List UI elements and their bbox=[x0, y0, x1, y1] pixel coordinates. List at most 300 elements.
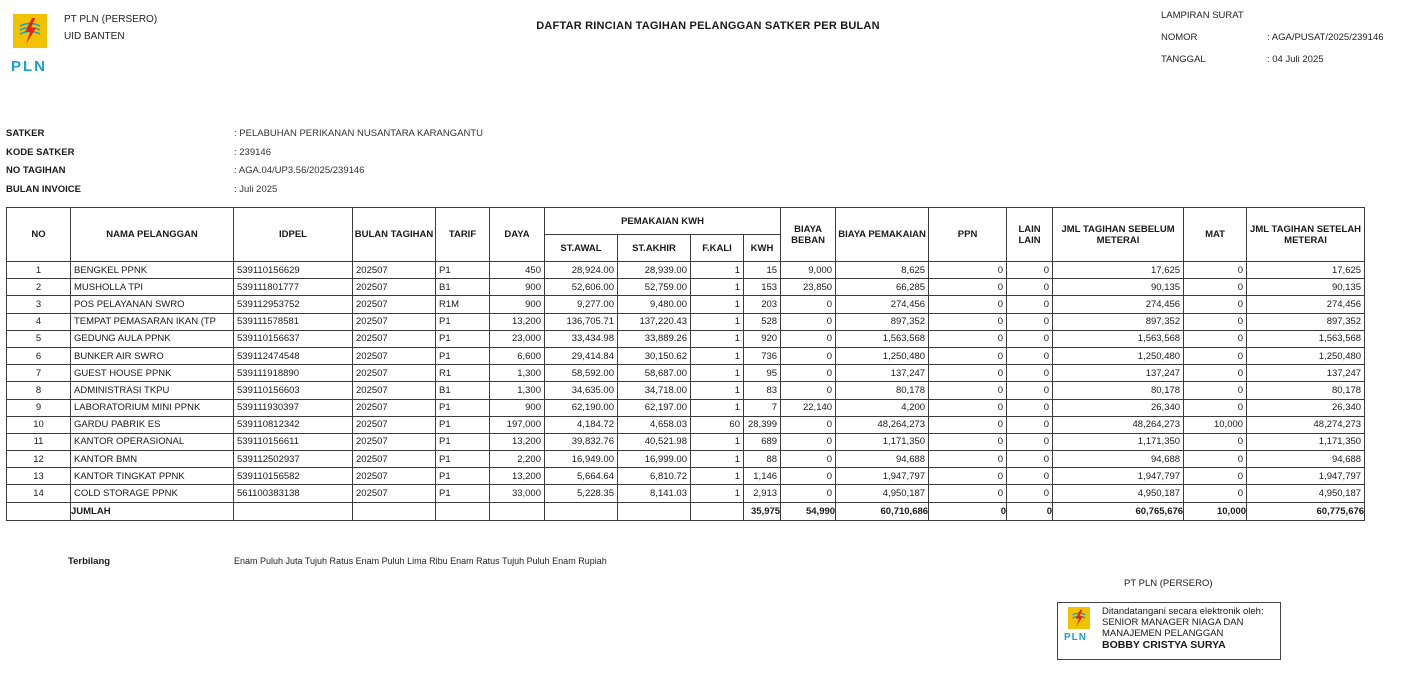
cell-jml-sebelum: 1,171,350 bbox=[1053, 433, 1184, 450]
logo-text: PLN bbox=[1064, 632, 1087, 643]
cell-kwh: 2,913 bbox=[744, 485, 781, 502]
cell-jml-sebelum: 897,352 bbox=[1053, 313, 1184, 330]
header-no: NO bbox=[7, 208, 71, 262]
cell-biaya-beban: 0 bbox=[781, 468, 836, 485]
cell-bulan: 202507 bbox=[353, 416, 436, 433]
cell-st-awal: 4,184.72 bbox=[545, 416, 618, 433]
table-row bbox=[7, 433, 1365, 450]
cell-kwh: 528 bbox=[744, 313, 781, 330]
cell-f-kali: 1 bbox=[691, 468, 744, 485]
cell-st-akhir: 33,889.26 bbox=[618, 330, 691, 347]
terbilang-text: Enam Puluh Juta Tujuh Ratus Enam Puluh Lima Ribu Enam Ratus Tujuh Puluh Enam Rupiah bbox=[234, 556, 607, 566]
cell-st-akhir: 58,687.00 bbox=[618, 365, 691, 382]
cell-lain: 0 bbox=[1007, 296, 1053, 313]
cell-biaya-beban: 0 bbox=[781, 485, 836, 502]
header-idpel: IDPEL bbox=[234, 208, 353, 262]
cell-bulan: 202507 bbox=[353, 347, 436, 364]
cell-no: 13 bbox=[7, 468, 71, 485]
table-row bbox=[7, 347, 1365, 364]
cell-jml-setelah: 274,456 bbox=[1247, 296, 1365, 313]
cell-biaya-pemakaian: 66,285 bbox=[836, 279, 929, 296]
cell-idpel: 539110156629 bbox=[234, 262, 353, 279]
cell-no: 4 bbox=[7, 313, 71, 330]
cell-tarif: P1 bbox=[436, 399, 490, 416]
cell-idpel: 539111930397 bbox=[234, 399, 353, 416]
cell-mat: 0 bbox=[1184, 468, 1247, 485]
cell-biaya-beban: 0 bbox=[781, 347, 836, 364]
org-name: PT PLN (PERSERO) bbox=[64, 14, 158, 25]
cell-st-awal: 62,190.00 bbox=[545, 399, 618, 416]
total-cell bbox=[545, 502, 618, 520]
cell-st-awal: 5,664.64 bbox=[545, 468, 618, 485]
cell-mat: 0 bbox=[1184, 262, 1247, 279]
info-label: NO TAGIHAN bbox=[6, 165, 66, 176]
cell-st-awal: 34,635.00 bbox=[545, 382, 618, 399]
cell-lain: 0 bbox=[1007, 279, 1053, 296]
cell-mat: 0 bbox=[1184, 485, 1247, 502]
cell-f-kali: 1 bbox=[691, 347, 744, 364]
info-row-satker bbox=[6, 125, 483, 144]
table-row bbox=[7, 262, 1365, 279]
cell-no: 11 bbox=[7, 433, 71, 450]
cell-jml-setelah: 26,340 bbox=[1247, 399, 1365, 416]
cell-nama: KANTOR OPERASIONAL bbox=[71, 433, 234, 450]
cell-ppn: 0 bbox=[929, 296, 1007, 313]
signature-line: SENIOR MANAGER NIAGA DAN bbox=[1102, 617, 1244, 628]
header-st-akhir: ST.AKHIR bbox=[618, 235, 691, 262]
lightning-icon bbox=[1068, 607, 1090, 629]
cell-kwh: 920 bbox=[744, 330, 781, 347]
cell-mat: 0 bbox=[1184, 330, 1247, 347]
cell-daya: 1,300 bbox=[490, 365, 545, 382]
signer-name: BOBBY CRISTYA SURYA bbox=[1102, 639, 1226, 651]
cell-daya: 450 bbox=[490, 262, 545, 279]
total-kwh: 35,975 bbox=[744, 502, 781, 520]
signature-line: Ditandatangani secara elektronik oleh: bbox=[1102, 606, 1264, 617]
cell-mat: 0 bbox=[1184, 279, 1247, 296]
cell-lain: 0 bbox=[1007, 451, 1053, 468]
cell-f-kali: 1 bbox=[691, 485, 744, 502]
total-cell bbox=[691, 502, 744, 520]
cell-st-awal: 29,414.84 bbox=[545, 347, 618, 364]
table-row bbox=[7, 296, 1365, 313]
cell-mat: 0 bbox=[1184, 382, 1247, 399]
header-biaya-beban: BIAYA BEBAN bbox=[781, 208, 836, 262]
nomor-label: NOMOR bbox=[1161, 32, 1198, 43]
cell-st-akhir: 34,718.00 bbox=[618, 382, 691, 399]
cell-kwh: 736 bbox=[744, 347, 781, 364]
cell-bulan: 202507 bbox=[353, 262, 436, 279]
cell-tarif: B1 bbox=[436, 382, 490, 399]
cell-biaya-pemakaian: 48,264,273 bbox=[836, 416, 929, 433]
cell-st-akhir: 9,480.00 bbox=[618, 296, 691, 313]
billing-table bbox=[6, 207, 1365, 521]
cell-daya: 197,000 bbox=[490, 416, 545, 433]
cell-lain: 0 bbox=[1007, 330, 1053, 347]
cell-no: 6 bbox=[7, 347, 71, 364]
cell-nama: BUNKER AIR SWRO bbox=[71, 347, 234, 364]
cell-jml-sebelum: 1,250,480 bbox=[1053, 347, 1184, 364]
cell-biaya-pemakaian: 4,200 bbox=[836, 399, 929, 416]
cell-jml-setelah: 17,625 bbox=[1247, 262, 1365, 279]
table-row bbox=[7, 399, 1365, 416]
cell-jml-sebelum: 1,563,568 bbox=[1053, 330, 1184, 347]
cell-f-kali: 1 bbox=[691, 433, 744, 450]
cell-no: 9 bbox=[7, 399, 71, 416]
header-jml-sebelum-meterai: JML TAGIHAN SEBELUM METERAI bbox=[1053, 208, 1184, 262]
cell-st-awal: 33,434.98 bbox=[545, 330, 618, 347]
document-title: DAFTAR RINCIAN TAGIHAN PELANGGAN SATKER PER BULAN bbox=[536, 20, 880, 32]
e-signature-box bbox=[1057, 602, 1281, 660]
cell-nama: LABORATORIUM MINI PPNK bbox=[71, 399, 234, 416]
cell-ppn: 0 bbox=[929, 485, 1007, 502]
cell-tarif: R1M bbox=[436, 296, 490, 313]
total-cell bbox=[7, 502, 71, 520]
cell-mat: 10,000 bbox=[1184, 416, 1247, 433]
cell-jml-setelah: 137,247 bbox=[1247, 365, 1365, 382]
cell-jml-sebelum: 17,625 bbox=[1053, 262, 1184, 279]
cell-biaya-beban: 23,850 bbox=[781, 279, 836, 296]
letter-reference bbox=[1161, 5, 1384, 71]
cell-kwh: 203 bbox=[744, 296, 781, 313]
cell-lain: 0 bbox=[1007, 262, 1053, 279]
cell-bulan: 202507 bbox=[353, 365, 436, 382]
info-row-kode-satker bbox=[6, 144, 483, 163]
cell-lain: 0 bbox=[1007, 365, 1053, 382]
cell-mat: 0 bbox=[1184, 451, 1247, 468]
cell-ppn: 0 bbox=[929, 399, 1007, 416]
cell-st-akhir: 30,150.62 bbox=[618, 347, 691, 364]
cell-daya: 13,200 bbox=[490, 313, 545, 330]
cell-biaya-pemakaian: 1,250,480 bbox=[836, 347, 929, 364]
table-body bbox=[7, 262, 1365, 503]
tanggal-label: TANGGAL bbox=[1161, 54, 1206, 65]
cell-tarif: P1 bbox=[436, 313, 490, 330]
cell-daya: 6,600 bbox=[490, 347, 545, 364]
total-biaya-pemakaian: 60,710,686 bbox=[836, 502, 929, 520]
table-row bbox=[7, 365, 1365, 382]
cell-f-kali: 1 bbox=[691, 399, 744, 416]
header-nama-pelanggan: NAMA PELANGGAN bbox=[71, 208, 234, 262]
cell-nama: KANTOR BMN bbox=[71, 451, 234, 468]
cell-idpel: 539110156611 bbox=[234, 433, 353, 450]
cell-f-kali: 60 bbox=[691, 416, 744, 433]
cell-f-kali: 1 bbox=[691, 451, 744, 468]
total-jml-sebelum: 60,765,676 bbox=[1053, 502, 1184, 520]
terbilang-label: Terbilang bbox=[68, 556, 111, 567]
cell-daya: 13,200 bbox=[490, 433, 545, 450]
cell-nama: ADMINISTRASI TKPU bbox=[71, 382, 234, 399]
header-jml-setelah-meterai: JML TAGIHAN SETELAH METERAI bbox=[1247, 208, 1365, 262]
cell-jml-sebelum: 80,178 bbox=[1053, 382, 1184, 399]
total-cell bbox=[618, 502, 691, 520]
info-value: : 239146 bbox=[234, 146, 271, 158]
cell-jml-setelah: 1,947,797 bbox=[1247, 468, 1365, 485]
header-f-kali: F.KALI bbox=[691, 235, 744, 262]
cell-st-awal: 58,592.00 bbox=[545, 365, 618, 382]
cell-st-akhir: 6,810.72 bbox=[618, 468, 691, 485]
cell-bulan: 202507 bbox=[353, 485, 436, 502]
org-unit: UID BANTEN bbox=[64, 31, 125, 42]
satker-info bbox=[6, 125, 483, 199]
cell-nama: KANTOR TINGKAT PPNK bbox=[71, 468, 234, 485]
cell-daya: 33,000 bbox=[490, 485, 545, 502]
cell-kwh: 95 bbox=[744, 365, 781, 382]
cell-jml-setelah: 48,274,273 bbox=[1247, 416, 1365, 433]
cell-idpel: 539111801777 bbox=[234, 279, 353, 296]
cell-f-kali: 1 bbox=[691, 330, 744, 347]
cell-idpel: 561100383138 bbox=[234, 485, 353, 502]
cell-no: 1 bbox=[7, 262, 71, 279]
cell-nama: MUSHOLLA TPI bbox=[71, 279, 234, 296]
cell-jml-setelah: 1,250,480 bbox=[1247, 347, 1365, 364]
cell-nama: COLD STORAGE PPNK bbox=[71, 485, 234, 502]
cell-nama: POS PELAYANAN SWRO bbox=[71, 296, 234, 313]
cell-jml-sebelum: 48,264,273 bbox=[1053, 416, 1184, 433]
cell-biaya-pemakaian: 1,563,568 bbox=[836, 330, 929, 347]
cell-tarif: P1 bbox=[436, 347, 490, 364]
cell-bulan: 202507 bbox=[353, 382, 436, 399]
cell-jml-setelah: 897,352 bbox=[1247, 313, 1365, 330]
cell-tarif: P1 bbox=[436, 416, 490, 433]
cell-tarif: P1 bbox=[436, 485, 490, 502]
cell-nama: GARDU PABRIK ES bbox=[71, 416, 234, 433]
table-row bbox=[7, 330, 1365, 347]
info-label: SATKER bbox=[6, 128, 45, 139]
cell-f-kali: 1 bbox=[691, 313, 744, 330]
nomor-value: : AGA/PUSAT/2025/239146 bbox=[1267, 32, 1384, 43]
cell-jml-setelah: 4,950,187 bbox=[1247, 485, 1365, 502]
cell-biaya-beban: 0 bbox=[781, 330, 836, 347]
cell-mat: 0 bbox=[1184, 313, 1247, 330]
cell-st-akhir: 62,197.00 bbox=[618, 399, 691, 416]
header-tarif: TARIF bbox=[436, 208, 490, 262]
cell-daya: 13,200 bbox=[490, 468, 545, 485]
table-row bbox=[7, 382, 1365, 399]
cell-ppn: 0 bbox=[929, 416, 1007, 433]
cell-biaya-beban: 0 bbox=[781, 451, 836, 468]
cell-daya: 23,000 bbox=[490, 330, 545, 347]
cell-mat: 0 bbox=[1184, 433, 1247, 450]
cell-mat: 0 bbox=[1184, 296, 1247, 313]
header-lain-lain: LAIN LAIN bbox=[1007, 208, 1053, 262]
cell-ppn: 0 bbox=[929, 347, 1007, 364]
cell-mat: 0 bbox=[1184, 365, 1247, 382]
header-bulan-tagihan: BULAN TAGIHAN bbox=[353, 208, 436, 262]
cell-f-kali: 1 bbox=[691, 365, 744, 382]
cell-jml-setelah: 1,563,568 bbox=[1247, 330, 1365, 347]
cell-biaya-beban: 0 bbox=[781, 365, 836, 382]
cell-bulan: 202507 bbox=[353, 399, 436, 416]
cell-f-kali: 1 bbox=[691, 382, 744, 399]
cell-st-akhir: 28,939.00 bbox=[618, 262, 691, 279]
info-value: : PELABUHAN PERIKANAN NUSANTARA KARANGANTU bbox=[234, 128, 483, 139]
cell-st-akhir: 137,220.43 bbox=[618, 313, 691, 330]
cell-biaya-beban: 9,000 bbox=[781, 262, 836, 279]
table-row bbox=[7, 468, 1365, 485]
cell-idpel: 539111918890 bbox=[234, 365, 353, 382]
cell-jml-setelah: 1,171,350 bbox=[1247, 433, 1365, 450]
cell-st-awal: 9,277.00 bbox=[545, 296, 618, 313]
table-row bbox=[7, 313, 1365, 330]
cell-no: 2 bbox=[7, 279, 71, 296]
cell-biaya-pemakaian: 1,171,350 bbox=[836, 433, 929, 450]
signer-org: PT PLN (PERSERO) bbox=[1124, 578, 1213, 589]
total-label: JUMLAH bbox=[71, 502, 234, 520]
header-pemakaian-kwh: PEMAKAIAN KWH bbox=[545, 208, 781, 235]
cell-f-kali: 1 bbox=[691, 296, 744, 313]
cell-tarif: P1 bbox=[436, 468, 490, 485]
cell-st-awal: 28,924.00 bbox=[545, 262, 618, 279]
header-daya: DAYA bbox=[490, 208, 545, 262]
cell-biaya-beban: 0 bbox=[781, 433, 836, 450]
signature-line: MANAJEMEN PELANGGAN bbox=[1102, 628, 1224, 639]
cell-biaya-beban: 0 bbox=[781, 296, 836, 313]
cell-st-akhir: 52,759.00 bbox=[618, 279, 691, 296]
cell-kwh: 1,146 bbox=[744, 468, 781, 485]
cell-f-kali: 1 bbox=[691, 279, 744, 296]
cell-bulan: 202507 bbox=[353, 433, 436, 450]
cell-bulan: 202507 bbox=[353, 313, 436, 330]
table-row bbox=[7, 416, 1365, 433]
cell-biaya-beban: 0 bbox=[781, 313, 836, 330]
total-biaya-beban: 54,990 bbox=[781, 502, 836, 520]
cell-tarif: P1 bbox=[436, 330, 490, 347]
cell-idpel: 539112502937 bbox=[234, 451, 353, 468]
cell-kwh: 28,399 bbox=[744, 416, 781, 433]
cell-tarif: P1 bbox=[436, 433, 490, 450]
info-row-no-tagihan bbox=[6, 162, 483, 181]
cell-jml-sebelum: 94,688 bbox=[1053, 451, 1184, 468]
signature-text bbox=[1102, 606, 1264, 651]
cell-jml-sebelum: 90,135 bbox=[1053, 279, 1184, 296]
cell-bulan: 202507 bbox=[353, 451, 436, 468]
info-label: BULAN INVOICE bbox=[6, 183, 81, 195]
cell-ppn: 0 bbox=[929, 279, 1007, 296]
cell-lain: 0 bbox=[1007, 485, 1053, 502]
cell-biaya-pemakaian: 94,688 bbox=[836, 451, 929, 468]
cell-mat: 0 bbox=[1184, 347, 1247, 364]
table-row bbox=[7, 279, 1365, 296]
cell-lain: 0 bbox=[1007, 399, 1053, 416]
cell-kwh: 153 bbox=[744, 279, 781, 296]
cell-lain: 0 bbox=[1007, 433, 1053, 450]
cell-bulan: 202507 bbox=[353, 279, 436, 296]
cell-no: 8 bbox=[7, 382, 71, 399]
cell-no: 5 bbox=[7, 330, 71, 347]
info-row-bulan-invoice bbox=[6, 181, 483, 200]
cell-tarif: P1 bbox=[436, 262, 490, 279]
cell-biaya-pemakaian: 897,352 bbox=[836, 313, 929, 330]
cell-tarif: P1 bbox=[436, 451, 490, 468]
cell-lain: 0 bbox=[1007, 416, 1053, 433]
cell-ppn: 0 bbox=[929, 468, 1007, 485]
info-value: : Juli 2025 bbox=[234, 183, 278, 195]
cell-idpel: 539110812342 bbox=[234, 416, 353, 433]
pln-logo-small bbox=[1064, 607, 1092, 643]
cell-daya: 1,300 bbox=[490, 382, 545, 399]
cell-ppn: 0 bbox=[929, 451, 1007, 468]
cell-jml-setelah: 90,135 bbox=[1247, 279, 1365, 296]
cell-ppn: 0 bbox=[929, 433, 1007, 450]
cell-nama: GUEST HOUSE PPNK bbox=[71, 365, 234, 382]
cell-daya: 900 bbox=[490, 399, 545, 416]
cell-jml-sebelum: 274,456 bbox=[1053, 296, 1184, 313]
cell-no: 14 bbox=[7, 485, 71, 502]
cell-st-akhir: 4,658.03 bbox=[618, 416, 691, 433]
cell-kwh: 689 bbox=[744, 433, 781, 450]
cell-ppn: 0 bbox=[929, 382, 1007, 399]
cell-daya: 900 bbox=[490, 279, 545, 296]
cell-nama: GEDUNG AULA PPNK bbox=[71, 330, 234, 347]
cell-st-awal: 5,228.35 bbox=[545, 485, 618, 502]
cell-idpel: 539112474548 bbox=[234, 347, 353, 364]
info-value: : AGA.04/UP3.56/2025/239146 bbox=[234, 165, 365, 176]
cell-no: 10 bbox=[7, 416, 71, 433]
total-lain: 0 bbox=[1007, 502, 1053, 520]
total-row bbox=[7, 502, 1365, 520]
cell-st-awal: 16,949.00 bbox=[545, 451, 618, 468]
cell-biaya-beban: 0 bbox=[781, 416, 836, 433]
cell-jml-sebelum: 26,340 bbox=[1053, 399, 1184, 416]
cell-biaya-beban: 22,140 bbox=[781, 399, 836, 416]
cell-st-awal: 136,705.71 bbox=[545, 313, 618, 330]
cell-jml-setelah: 80,178 bbox=[1247, 382, 1365, 399]
total-cell bbox=[234, 502, 353, 520]
cell-idpel: 539110156603 bbox=[234, 382, 353, 399]
cell-lain: 0 bbox=[1007, 382, 1053, 399]
cell-kwh: 88 bbox=[744, 451, 781, 468]
cell-biaya-pemakaian: 137,247 bbox=[836, 365, 929, 382]
header-st-awal: ST.AWAL bbox=[545, 235, 618, 262]
reference-heading: LAMPIRAN SURAT bbox=[1161, 10, 1244, 21]
cell-biaya-pemakaian: 1,947,797 bbox=[836, 468, 929, 485]
cell-ppn: 0 bbox=[929, 262, 1007, 279]
cell-kwh: 7 bbox=[744, 399, 781, 416]
cell-kwh: 15 bbox=[744, 262, 781, 279]
cell-ppn: 0 bbox=[929, 313, 1007, 330]
cell-jml-sebelum: 1,947,797 bbox=[1053, 468, 1184, 485]
cell-idpel: 539111578581 bbox=[234, 313, 353, 330]
cell-no: 7 bbox=[7, 365, 71, 382]
cell-st-akhir: 8,141.03 bbox=[618, 485, 691, 502]
cell-biaya-pemakaian: 8,625 bbox=[836, 262, 929, 279]
cell-tarif: R1 bbox=[436, 365, 490, 382]
cell-daya: 2,200 bbox=[490, 451, 545, 468]
cell-lain: 0 bbox=[1007, 468, 1053, 485]
table-row bbox=[7, 451, 1365, 468]
header-kwh: KWH bbox=[744, 235, 781, 262]
total-ppn: 0 bbox=[929, 502, 1007, 520]
cell-bulan: 202507 bbox=[353, 330, 436, 347]
total-jml-setelah: 60,775,676 bbox=[1247, 502, 1365, 520]
table-row bbox=[7, 485, 1365, 502]
cell-mat: 0 bbox=[1184, 399, 1247, 416]
cell-no: 3 bbox=[7, 296, 71, 313]
cell-biaya-beban: 0 bbox=[781, 382, 836, 399]
cell-tarif: B1 bbox=[436, 279, 490, 296]
cell-biaya-pemakaian: 4,950,187 bbox=[836, 485, 929, 502]
cell-st-akhir: 40,521.98 bbox=[618, 433, 691, 450]
cell-st-awal: 39,832.76 bbox=[545, 433, 618, 450]
total-cell bbox=[490, 502, 545, 520]
header-mat: MAT bbox=[1184, 208, 1247, 262]
cell-no: 12 bbox=[7, 451, 71, 468]
cell-lain: 0 bbox=[1007, 347, 1053, 364]
tanggal-value: : 04 Juli 2025 bbox=[1267, 54, 1324, 65]
cell-bulan: 202507 bbox=[353, 468, 436, 485]
cell-st-awal: 52,606.00 bbox=[545, 279, 618, 296]
